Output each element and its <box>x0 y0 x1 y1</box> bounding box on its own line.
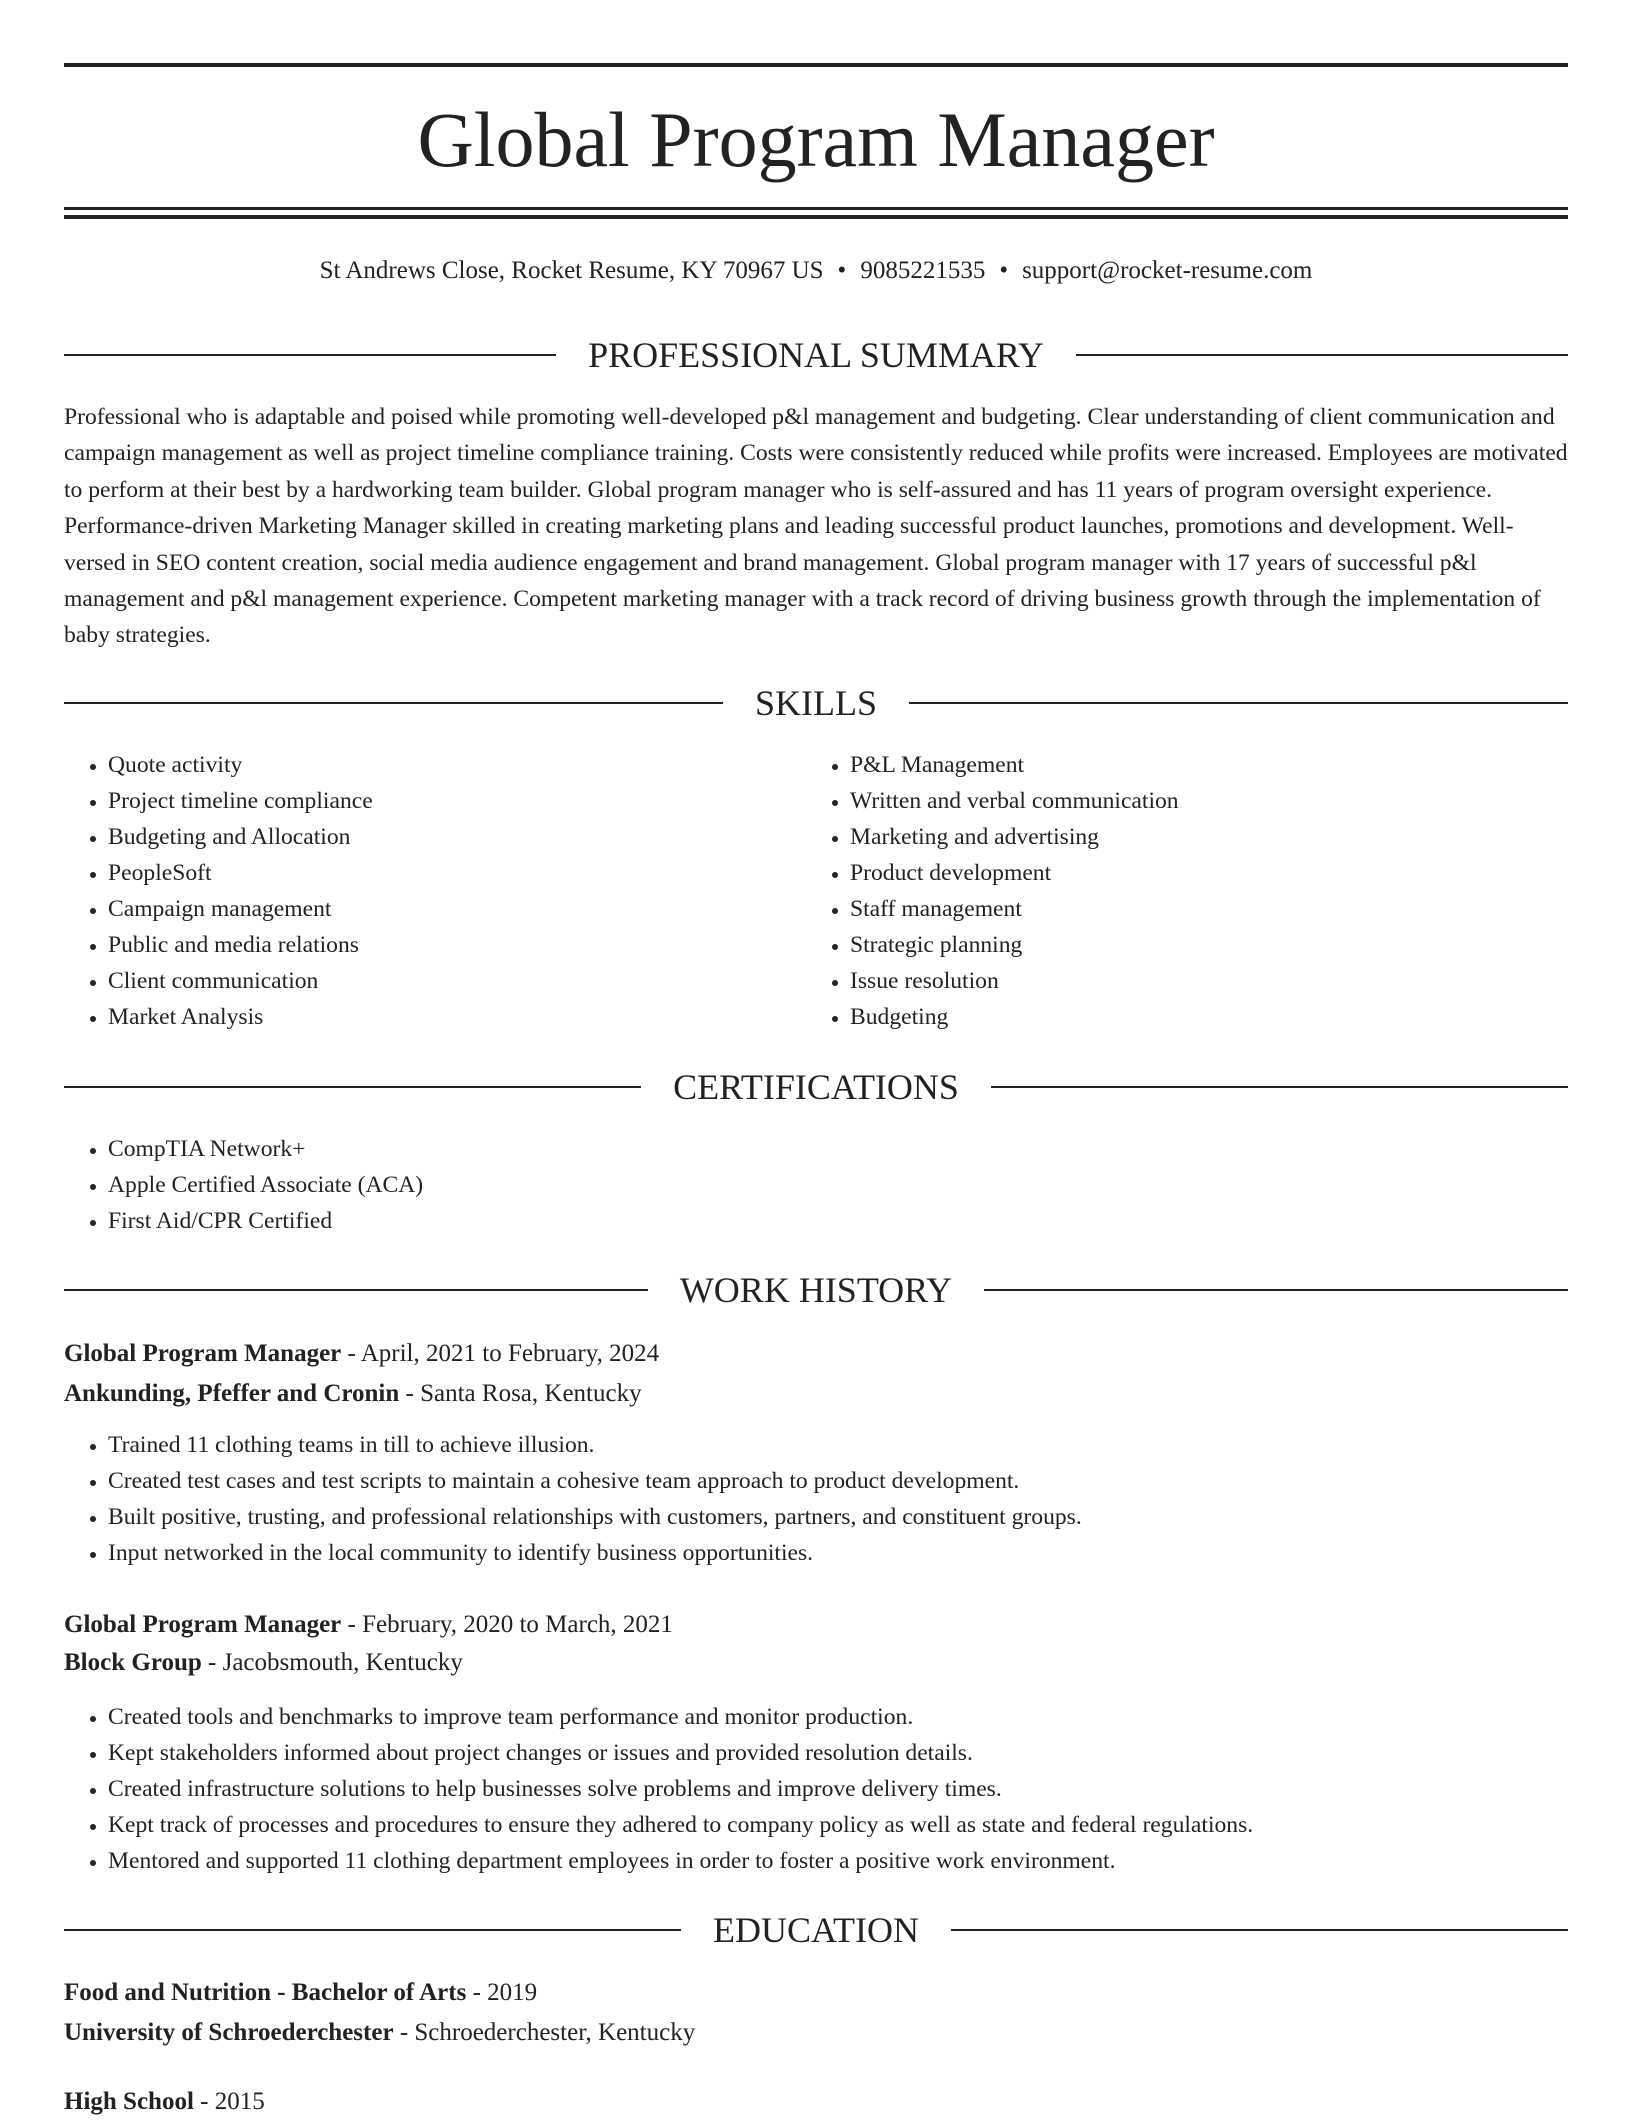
job-title: Global Program Manager <box>64 1611 342 1638</box>
education-degree-line <box>64 2084 1568 2120</box>
job-title: Global Program Manager <box>64 1340 342 1367</box>
education-school-line <box>64 2015 1568 2051</box>
job-company: Block Group <box>64 1649 202 1676</box>
section-rule <box>64 1929 681 1931</box>
certifications-list <box>64 1131 423 1239</box>
job-company: Ankunding, Pfeffer and Cronin <box>64 1380 400 1407</box>
section-rule <box>951 1929 1568 1931</box>
education-degree: Food and Nutrition - Bachelor of Arts <box>64 1979 467 2006</box>
list-item: • Mentored and supported 11 clothing department employees in order to foster a positive work environment. <box>108 1843 1253 1879</box>
education-school: University of Schroederchester <box>64 2019 394 2046</box>
job-location: - Jacobsmouth, Kentucky <box>201 1649 463 1676</box>
list-item: • Issue resolution <box>850 963 1179 999</box>
list-item: • P&L Management <box>850 747 1179 783</box>
section-rule <box>64 1086 641 1088</box>
skills-list-left <box>64 747 373 1035</box>
list-item: • Project timeline compliance <box>108 783 373 819</box>
list-item: • Built positive, trusting, and professional relationships with customers, partners, and constituent groups. <box>108 1499 1082 1535</box>
section-header-certifications <box>64 1065 1568 1109</box>
list-item: • PeopleSoft <box>108 855 373 891</box>
list-item: • Created infrastructure solutions to help businesses solve problems and improve delivery times. <box>108 1771 1253 1807</box>
page-title: Global Program Manager <box>417 96 1215 183</box>
list-item: • Client communication <box>108 963 373 999</box>
section-header-work-history <box>64 1268 1568 1312</box>
list-item: • Input networked in the local community to identify business opportunities. <box>108 1535 1082 1571</box>
job-company-line <box>64 1645 1568 1681</box>
section-rule <box>909 702 1568 704</box>
education-year: - 2015 <box>193 2088 265 2115</box>
list-item: • Marketing and advertising <box>850 819 1179 855</box>
section-rule <box>64 702 723 704</box>
section-rule <box>64 354 556 356</box>
section-title: EDUCATION <box>713 1910 919 1950</box>
list-item: • Written and verbal communication <box>850 783 1179 819</box>
contact-email[interactable]: support@rocket-resume.com <box>1022 257 1313 284</box>
list-item: • Strategic planning <box>850 927 1179 963</box>
section-title: PROFESSIONAL SUMMARY <box>588 335 1044 375</box>
job-company-line <box>64 1376 1568 1412</box>
education-degree: High School <box>64 2088 194 2115</box>
contact-address: St Andrews Close, Rocket Resume, KY 70967 US <box>319 257 824 284</box>
contact-separator: • <box>837 257 847 284</box>
section-header-education <box>64 1908 1568 1952</box>
section-rule <box>984 1289 1568 1291</box>
section-header-skills <box>64 681 1568 725</box>
contact-line <box>64 254 1568 288</box>
job-title-line <box>64 1336 1568 1372</box>
list-item: • Public and media relations <box>108 927 373 963</box>
top-rule <box>64 63 1568 67</box>
education-degree-line <box>64 1975 1568 2011</box>
section-title: CERTIFICATIONS <box>673 1067 959 1107</box>
list-item: • Market Analysis <box>108 999 373 1035</box>
job-location: - Santa Rosa, Kentucky <box>399 1380 642 1407</box>
title-rule-upper <box>64 207 1568 210</box>
job-dates: - February, 2020 to March, 2021 <box>341 1611 673 1638</box>
list-item: • Trained 11 clothing teams in till to achieve illusion. <box>108 1427 1082 1463</box>
list-item: • Kept stakeholders informed about project changes or issues and provided resolution details. <box>108 1735 1253 1771</box>
job-dates: - April, 2021 to February, 2024 <box>341 1340 660 1367</box>
education-year: - 2019 <box>466 1979 538 2006</box>
list-item: • Apple Certified Associate (ACA) <box>108 1167 423 1203</box>
list-item: • Budgeting <box>850 999 1179 1035</box>
section-header-summary <box>64 333 1568 377</box>
section-title: WORK HISTORY <box>679 1270 953 1310</box>
section-rule <box>991 1086 1568 1088</box>
list-item: • Created test cases and test scripts to maintain a cohesive team approach to product development. <box>108 1463 1082 1499</box>
job-bullets <box>64 1699 1253 1879</box>
list-item: • First Aid/CPR Certified <box>108 1203 423 1239</box>
title-rule-lower <box>64 215 1568 219</box>
list-item: • Staff management <box>850 891 1179 927</box>
list-item: • Campaign management <box>108 891 373 927</box>
section-title: SKILLS <box>755 683 878 723</box>
education-location: - Schroederchester, Kentucky <box>393 2019 696 2046</box>
contact-phone: 9085221535 <box>860 257 986 284</box>
job-title-line <box>64 1607 1568 1643</box>
job-bullets <box>64 1427 1082 1571</box>
list-item: • Kept track of processes and procedures to ensure they adhered to company policy as well as state and federal regulations. <box>108 1807 1253 1843</box>
skills-list-right <box>806 747 1179 1035</box>
section-rule <box>1076 354 1568 356</box>
contact-separator: • <box>999 257 1009 284</box>
list-item: • Budgeting and Allocation <box>108 819 373 855</box>
summary-text: Professional who is adaptable and poised while promoting well-developed p&l management and budgeting. Clear understanding of client communication and campaign management as well as project timeline compliance training. Costs were consistently reduced while profits were increased. Employees are motivated to perform at their best by a hardworking team builder. Global program manager who is self-assured and has 11 years of program oversight experience. Performance-driven Marketing Manager skilled in creating marketing plans and leading successful product launches, promotions and development. Well-versed in SEO content creation, social media audience engagement and brand management. Global program manager with 17 years of successful p&l management and p&l management experience. Competent marketing manager with a track record of driving business growth through the implementation of baby strategies. <box>64 404 1568 649</box>
list-item: • Product development <box>850 855 1179 891</box>
section-rule <box>64 1289 648 1291</box>
list-item: • Created tools and benchmarks to improve team performance and monitor production. <box>108 1699 1253 1735</box>
list-item: • Quote activity <box>108 747 373 783</box>
list-item: • CompTIA Network+ <box>108 1131 423 1167</box>
